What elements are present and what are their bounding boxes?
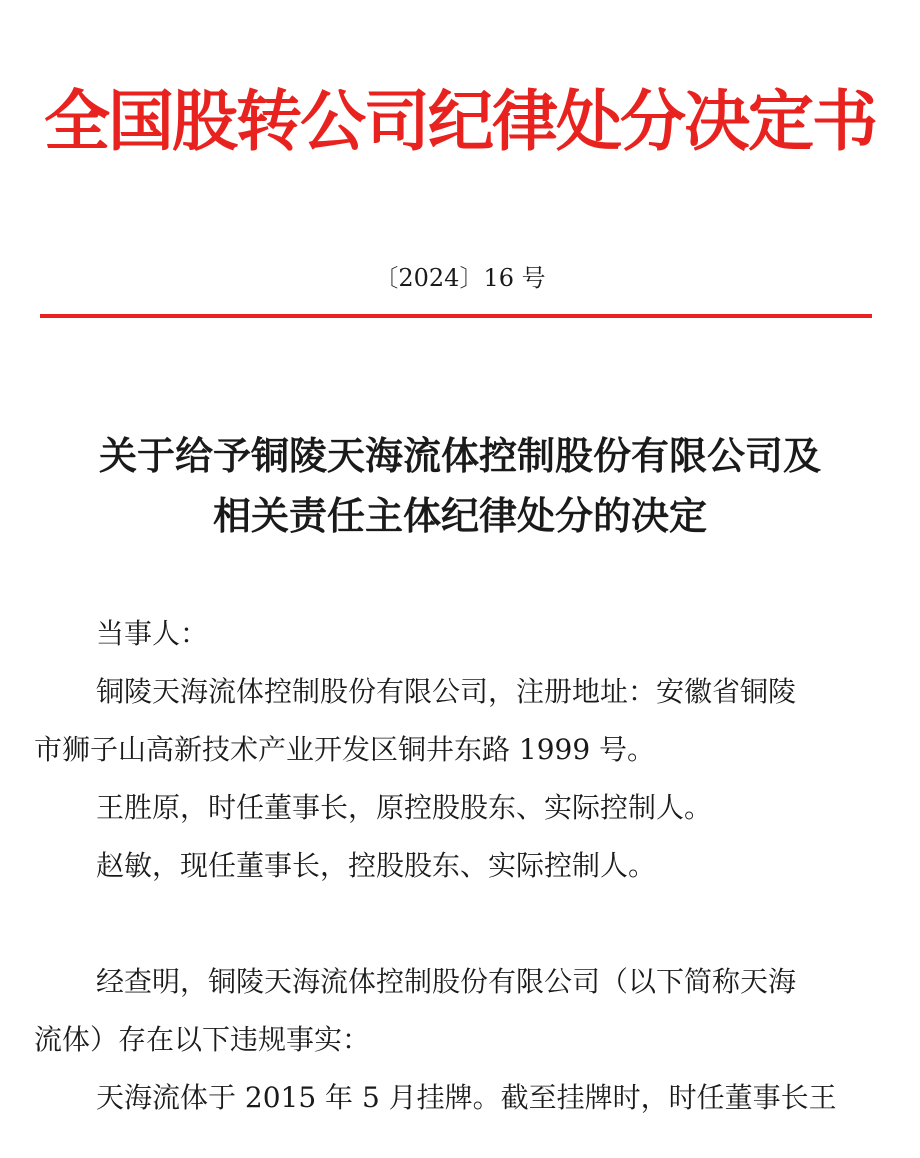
decision-title-line-2: 相关责任主体纪律处分的决定 [212, 494, 707, 538]
party-company-line-2: 市狮子山高新技术产业开发区铜井东路 1999 号。 [34, 733, 656, 766]
party-zhao-min: 赵敏，现任董事长，控股股东、实际控制人。 [96, 849, 657, 882]
header-divider [40, 314, 872, 318]
finding-line-2: 流体）存在以下违规事实： [34, 1023, 371, 1056]
finding-line-1: 经查明，铜陵天海流体控制股份有限公司（以下简称天海 [96, 965, 797, 998]
document-number: 〔2024〕16 号 [374, 264, 546, 292]
fact-line-1: 天海流体于 2015 年 5 月挂牌。截至挂牌时，时任董事长王 [96, 1081, 837, 1114]
parties-label: 当事人： [96, 617, 209, 650]
decision-title-line-1: 关于给予铜陵天海流体控制股份有限公司及 [98, 434, 821, 478]
party-wang-shengyuan: 王胜原，时任董事长，原控股股东、实际控制人。 [96, 791, 713, 824]
party-company-line-1: 铜陵天海流体控制股份有限公司，注册地址：安徽省铜陵 [96, 675, 797, 708]
decision-title [0, 426, 920, 546]
document-header-title: 全国股转公司纪律处分决定书 [44, 82, 876, 160]
